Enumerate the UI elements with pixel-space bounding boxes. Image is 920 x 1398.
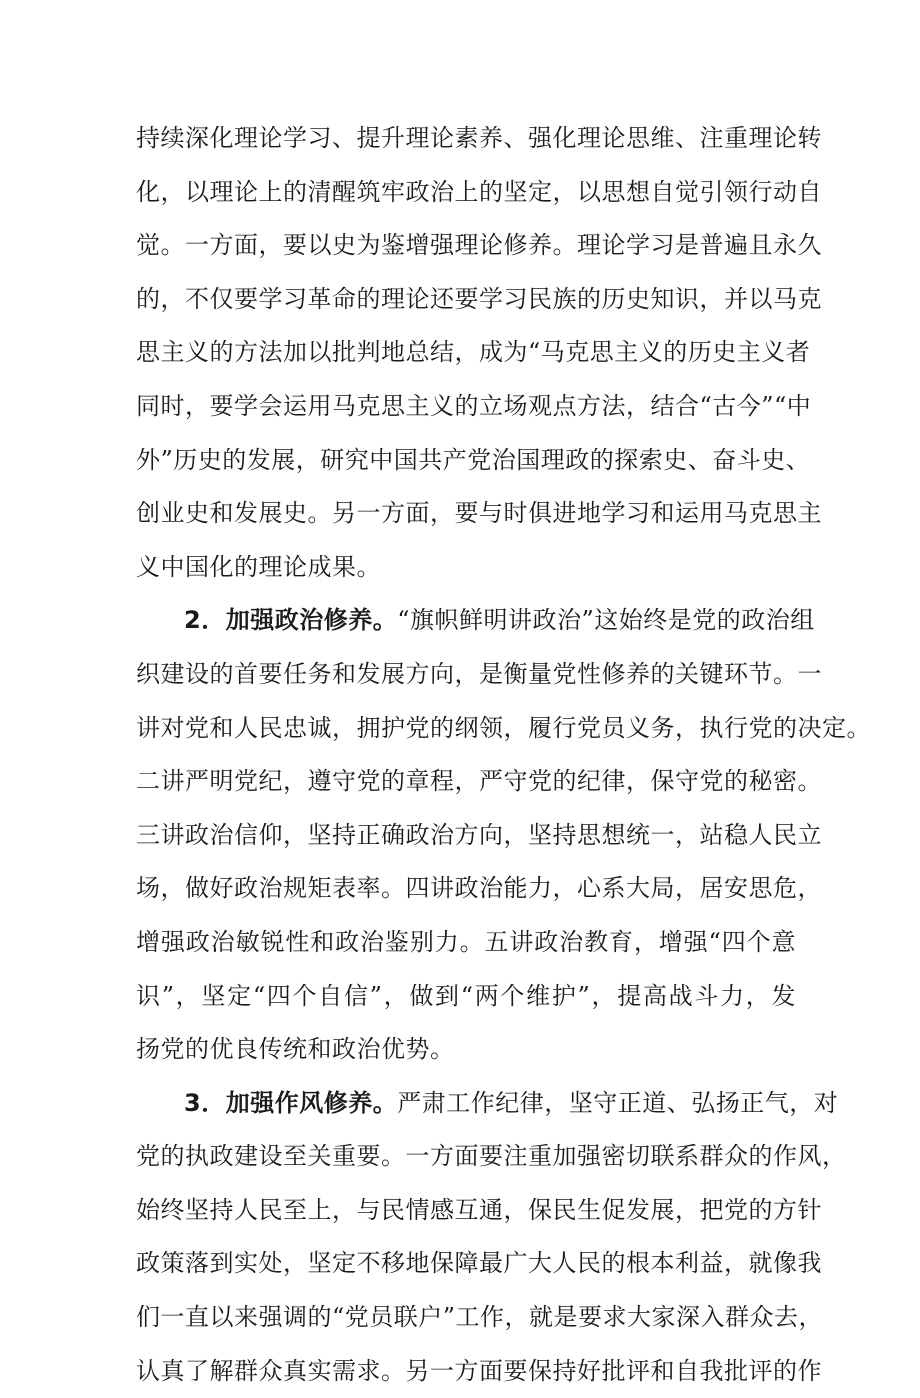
paragraph3-line: 认真了解群众真实需求。另一方面要保持好批评和自我批评的作 xyxy=(136,1356,822,1385)
paragraph3-line: 始终坚持人民至上，与民情感互通，保民生促发展，把党的方针 xyxy=(136,1195,822,1224)
paragraph2-line: 扬党的优良传统和政治优势。 xyxy=(136,1035,455,1064)
paragraph2-line: 场，做好政治规矩表率。四讲政治能力，心系大局，居安思危， xyxy=(136,874,822,903)
paragraph2-line: 增强政治敏锐性和政治鉴别力。五讲政治教育，增强“四个意 xyxy=(136,927,796,956)
section-heading-style: 3．加强作风修养。 xyxy=(184,1088,398,1117)
document-body xyxy=(136,112,871,1398)
paragraph1-line: 化，以理论上的清醒筑牢政治上的坚定，以思想自觉引领行动自 xyxy=(136,177,822,206)
paragraph2-line: 三讲政治信仰，坚持正确政治方向，坚持思想统一，站稳人民立 xyxy=(136,820,822,849)
paragraph1-line: 外”历史的发展，研究中国共产党治国理政的探索史、奋斗史、 xyxy=(136,445,811,474)
paragraph1-line: 同时，要学会运用马克思主义的立场观点方法，结合“古今”“中 xyxy=(136,391,812,420)
paragraph3-line: 们一直以来强调的“党员联户”工作，就是要求大家深入群众去， xyxy=(136,1303,824,1332)
paragraph3-line: 党的执政建设至关重要。一方面要注重加强密切联系群众的作风， xyxy=(136,1142,847,1171)
paragraph2-first-line xyxy=(136,594,815,648)
paragraph3-line: 政策落到实处，坚定不移地保障最广大人民的根本利益，就像我 xyxy=(136,1249,822,1278)
paragraph1-line: 思主义的方法加以批判地总结，成为“马克思主义的历史主义者 xyxy=(136,338,811,367)
paragraph3-first-line xyxy=(136,1077,839,1131)
paragraph2-line: 识”，坚定“四个自信”，做到“两个维护”，提高战斗力，发 xyxy=(136,981,796,1010)
paragraph1-line: 持续深化理论学习、提升理论素养、强化理论思维、注重理论转 xyxy=(136,124,822,152)
paragraph2-line: 二讲严明党纪，遵守党的章程，严守党的纪律，保守党的秘密。 xyxy=(136,767,822,796)
paragraph1-line: 义中国化的理论成果。 xyxy=(136,552,381,581)
paragraph3-first-line-text: 严肃工作纪律，坚守正道、弘扬正气，对 xyxy=(397,1088,839,1117)
paragraph1-line: 觉。一方面，要以史为鉴增强理论修养。理论学习是普遍且永久 xyxy=(136,231,822,260)
paragraph2-line: 讲对党和人民忠诚，拥护党的纲领，履行党员义务，执行党的决定。 xyxy=(136,713,871,742)
paragraph1-line: 的，不仅要学习革命的理论还要学习民族的历史知识，并以马克 xyxy=(136,284,822,313)
paragraph2-first-line-text: “旗帜鲜明讲政治”这始终是党的政治组 xyxy=(397,606,815,635)
section-heading-political: 2．加强政治修养。 xyxy=(184,606,398,635)
paragraph2-line: 织建设的首要任务和发展方向，是衡量党性修养的关键环节。一 xyxy=(136,659,822,688)
paragraph1-line: 创业史和发展史。另一方面，要与时俱进地学习和运用马克思主 xyxy=(136,499,822,528)
